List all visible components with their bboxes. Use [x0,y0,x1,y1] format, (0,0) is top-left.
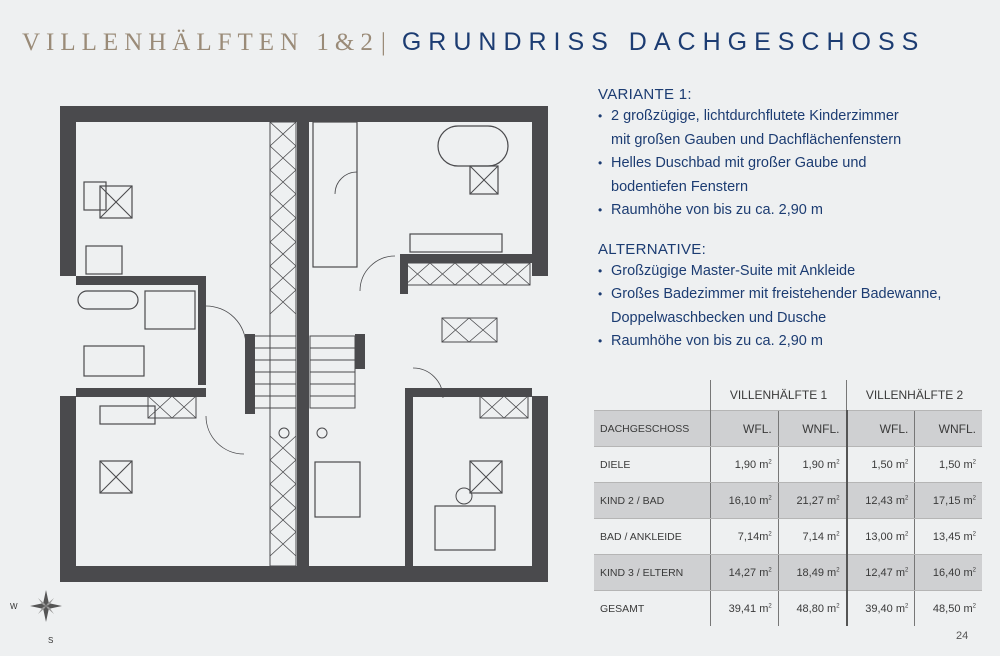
unit-sup: 2 [905,494,909,501]
list-item: mit großen Gauben und Dachflächenfenstern [611,131,902,148]
cell-value: 1,50 m [939,458,973,471]
party-wall [297,122,309,566]
cell-value: 17,15 m [932,494,973,507]
page-number: 24 [956,630,969,642]
list-item: • Großzügige Master-Suite mit Ankleide [598,260,993,284]
unit-sup: 2 [972,602,976,609]
row-label: KIND 2 / BAD [594,483,711,519]
wall-right-top [400,254,532,263]
cell-value: 7,14 m [802,530,837,543]
area-table [594,380,982,626]
wall-west-upper [60,106,76,276]
variant1-list [598,105,993,223]
cell-value: 18,49 m [796,566,837,579]
group-header-1: VILLENHÄLFTE 1 [711,380,847,411]
row-header: DACHGESCHOSS [594,411,711,447]
group-header-2: VILLENHÄLFTE 2 [847,380,982,411]
title-separator: | [380,29,392,56]
list-item: • Großes Badezimmer mit freistehender Badewanne, [598,283,993,307]
cell-value: 12,43 m [865,494,905,507]
cell-value: 1,50 m [871,458,905,471]
row-label: KIND 3 / ELTERN [594,555,711,591]
cell-value: 39,41 m [728,602,769,615]
unit-sup: 2 [972,494,976,501]
unit-sup: 2 [972,458,976,465]
cell-value: 7,14m [737,530,769,543]
unit-sup: 2 [836,602,840,609]
cell-value: 48,50 m [932,602,973,615]
row-label: GESAMT [600,602,645,615]
unit-sup: 2 [905,566,909,573]
wall-left-bath-side [198,285,206,385]
compass-rose-icon [8,584,78,648]
list-item: • Raumhöhe von bis zu ca. 2,90 m [598,330,993,354]
wall-left-bath-top [76,276,206,285]
list-item: • Helles Duschbad mit großer Gaube und [598,152,993,176]
cell-value: 21,27 m [796,494,837,507]
unit-sup: 2 [972,530,976,537]
wall-south [60,566,548,582]
unit-sup: 2 [905,458,909,465]
table-row [594,483,982,519]
description-panel [598,86,993,354]
cell-value: 13,45 m [932,530,973,543]
unit-sup: 2 [768,458,772,465]
col-header-wfl: WFL. [711,411,779,447]
unit-sup: 2 [836,530,840,537]
wall-north [60,106,548,122]
wall-stair-left [245,334,255,414]
row-label: BAD / ANKLEIDE [594,519,711,555]
cell-value: 13,00 m [865,530,905,543]
compass-west-label: W [10,602,18,611]
list-item: Doppelwaschbecken und Dusche [611,309,827,326]
alternative-heading: ALTERNATIVE: [598,240,707,258]
cell-value: 14,27 m [728,566,769,579]
unit-sup: 2 [768,602,772,609]
cell-value: 48,80 m [796,602,837,615]
unit-sup: 2 [972,566,976,573]
floor-plan [60,106,560,584]
cell-value: 39,40 m [865,602,905,615]
cell-value: 1,90 m [734,458,769,471]
list-item: • 2 großzügige, lichtdurchflutete Kinderzimmer [598,105,993,129]
list-item: bodentiefen Fenstern [611,178,749,195]
row-label: DIELE [594,447,711,483]
unit-sup: 2 [768,494,772,501]
wall-east-lower [532,396,548,582]
cell-value: 1,90 m [802,458,837,471]
page-title [22,28,925,57]
wall-right-side [400,254,408,294]
table-row [594,555,982,591]
unit-sup: 2 [768,566,772,573]
unit-sup: 2 [836,494,840,501]
compass [8,584,78,648]
unit-sup: 2 [905,530,909,537]
cell-value: 16,40 m [932,566,973,579]
unit-sup: 2 [768,530,772,537]
wall-stair-right [355,334,365,369]
compass-south-label: S [48,636,54,645]
unit-sup: 2 [836,566,840,573]
col-header-wnfl: WNFL. [778,411,846,447]
col-header-wnfl: WNFL. [915,411,982,447]
table-row [594,591,982,627]
table-row [594,447,982,483]
table-row [594,519,982,555]
cell-value: 12,47 m [865,566,905,579]
list-item: • Raumhöhe von bis zu ca. 2,90 m [598,199,993,223]
unit-sup: 2 [905,602,909,609]
col-header-wfl: WFL. [847,411,915,447]
wall-east-upper [532,106,548,276]
variant1-heading: VARIANTE 1: [598,86,692,103]
wall-right-bedroom [405,388,413,566]
unit-sup: 2 [836,458,840,465]
title-right: GRUNDRISS DACHGESCHOSS [401,28,926,56]
alternative-list [598,260,993,354]
title-left: VILLENHÄLFTEN 1&2 [22,29,379,56]
cell-value: 16,10 m [728,494,769,507]
wall-west-lower [60,396,76,582]
